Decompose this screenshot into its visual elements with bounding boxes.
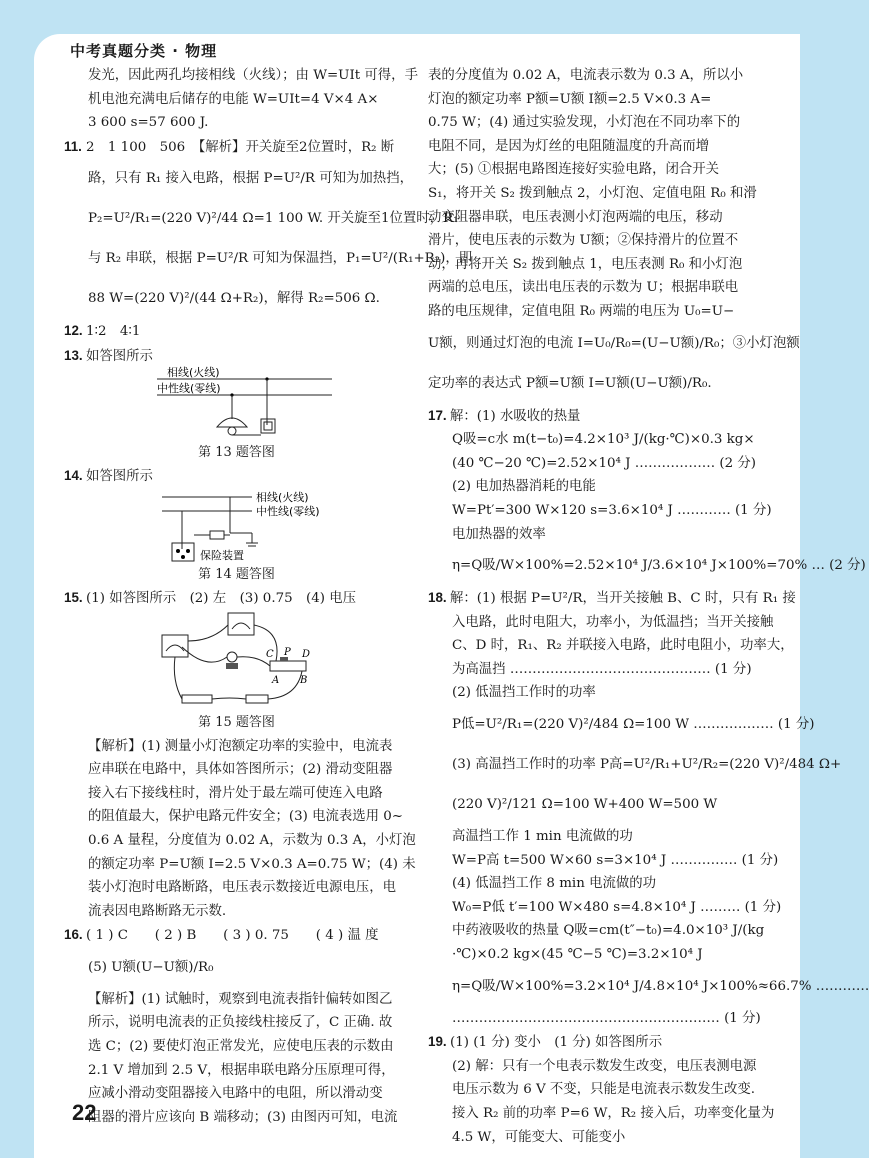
text-line (64, 239, 473, 279)
text-line (428, 135, 780, 159)
line-text: 【解析】(1) 测量小灯泡额定功率的实验中，电流表 (88, 738, 393, 754)
figure-14-caption: 第 14 题答图 (198, 566, 275, 582)
question-number: 12. (64, 323, 83, 339)
line-text: 为高温挡 ……………………………………… (1 分) (452, 661, 752, 677)
line-text: U额，则通过灯泡的电流 I=U₀/R₀=(U−U额)/R₀；③小灯泡额 (428, 335, 800, 351)
text-line (428, 849, 780, 873)
line-text: η=Q吸/W×100%=2.52×10⁴ J/3.6×10⁴ J×100%=70% … (2 分) (452, 558, 866, 574)
line-text: 大；(5) ①根据电路图连接好实验电路，闭合开关 (428, 162, 720, 178)
line-text: W₀=P低 t′=100 W×480 s=4.8×10⁴ J ……… (1 分) (452, 899, 782, 915)
text-line (428, 681, 780, 705)
line-text: 应串联在电路中，具体如答图所示；(2) 滑动变阻器 (88, 762, 393, 778)
line-text: 接入 R₂ 前的功率 P=6 W，R₂ 接入后，功率变化量为 (452, 1106, 775, 1121)
question-number: 15. (64, 590, 83, 606)
line-text: 所示，说明电流表的正负接线柱接反了，C 正确. 故 (88, 1015, 393, 1031)
text-line (428, 111, 780, 135)
text-line (64, 344, 409, 369)
text-line (64, 1082, 409, 1106)
text-line (64, 853, 416, 877)
line-text: (220 V)²/121 Ω=100 W+400 W=500 W (452, 797, 718, 813)
line-text: P低=U²/R₁=(220 V)²/484 Ω=100 W ……………… (1 分) (452, 717, 815, 733)
text-line (428, 206, 780, 230)
line-text: 电加热器的效率 (452, 526, 546, 542)
fig13-neutral-label: 中性线(零线) (156, 381, 221, 395)
fig14-neutral-label: 中性线(零线) (255, 504, 320, 518)
text-line (428, 229, 780, 253)
text-line (428, 428, 780, 452)
text-line (64, 782, 409, 806)
line-text: 阻器的滑片应该向 B 端移动；(3) 由图丙可知，电流 (88, 1109, 398, 1125)
text-line (428, 276, 780, 300)
line-text: 定功率的表达式 P额=U额 I=U额(U−U额)/R₀. (428, 375, 712, 391)
text-line (428, 825, 780, 849)
line-text: 发光，因此两孔均接相线（火线）；由 W=UIt 可得，手 (88, 68, 418, 83)
text-line (64, 923, 409, 948)
running-header: 中考真题分类 · 物理 (70, 42, 218, 60)
line-text: 3 600 s=57 600 J. (88, 115, 209, 131)
text-line (64, 159, 413, 199)
fig14-live-label: 相线(火线) (255, 490, 309, 504)
text-line (64, 319, 409, 344)
text-line (64, 1011, 409, 1035)
text-line: (1) 如答图所示 (2) 左 (3) 0.75 (4) 电压 (86, 591, 357, 607)
line-text: W=P高 t=500 W×60 s=3×10⁴ J …………… (1 分) (452, 852, 779, 868)
line-text: ·℃)×0.2 kg×(45 ℃−5 ℃)=3.2×10⁴ J (452, 947, 703, 963)
line-text: 选 C；(2) 要使灯泡正常发光，应使电压表的示数由 (88, 1039, 394, 1055)
text-line (428, 158, 780, 182)
text-line (428, 1126, 780, 1150)
text-line (64, 948, 409, 988)
line-text: 的阻值最大，保护电路元件安全；(3) 电流表选用 0~ (88, 809, 404, 825)
text-line (428, 364, 780, 404)
text-line (428, 658, 780, 682)
text-line (64, 758, 409, 782)
line-text: 两端的总电压，读出电压表的示数为 U；根据串联电 (428, 280, 739, 296)
text-line (428, 943, 780, 967)
text-line (428, 452, 780, 476)
text-line (428, 705, 815, 745)
text-line (428, 872, 780, 896)
question-number: 16. (64, 927, 83, 943)
line-text: (2) 低温挡工作时的功率 (452, 685, 596, 701)
line-text: (40 ℃−20 ℃)=2.52×10⁴ J ……………… (2 分) (452, 455, 756, 471)
text-line (428, 745, 842, 785)
text-line (428, 182, 780, 206)
line-text: 4.5 W，可能变大、可能变小 (452, 1129, 626, 1145)
text-line (428, 1102, 780, 1126)
text-line (428, 64, 780, 88)
line-text: 解：(1) 根据 P=U²/R，当开关接触 B、C 时，只有 R₁ 接 (450, 591, 796, 607)
text-line (428, 475, 780, 499)
fig14-fuse-label: 保险装置 (199, 548, 244, 562)
right-column (428, 64, 869, 1149)
question-number: 17. (428, 407, 447, 423)
line-text: 应减小滑动变阻器接入电路中的电阻，所以滑动变 (88, 1086, 383, 1102)
text-line (428, 1030, 780, 1055)
line-text: …………………………………………………… (1 分) (452, 1010, 761, 1026)
text-line (428, 253, 780, 277)
text-line (428, 1078, 780, 1102)
question-number: 19. (428, 1034, 447, 1050)
line-text: 电压示数为 6 V 不变，只能是电流表示数发生改变. (452, 1082, 756, 1098)
text-line (64, 279, 409, 319)
line-text: 的额定功率 P=U额 I=2.5 V×0.3 A=0.75 W；(4) 未 (88, 856, 416, 872)
text-line (64, 805, 409, 829)
question-number: 11. (64, 138, 82, 154)
line-text: (1) (1 分) 变小 (1 分) 如答图所示 (450, 1035, 663, 1051)
text-line (64, 988, 409, 1012)
line-text: 中药液吸收的热量 Q吸=cm(t″−t₀)=4.0×10³ J/(kg (452, 923, 765, 939)
text-line: 如答图所示 (86, 469, 153, 485)
line-text: 电阻不同，是因为灯丝的电阻随温度的升高而增 (428, 138, 710, 154)
line-text: (2) 解：只有一个电表示数发生改变，电压表测电源 (452, 1058, 757, 1074)
line-text: 如答图所示 (86, 348, 153, 364)
line-text: 88 W=(220 V)²/(44 Ω+R₂)，解得 R₂=506 Ω. (88, 291, 380, 307)
text-line (64, 876, 409, 900)
text-line (64, 735, 409, 759)
question-number: 14. (64, 468, 83, 484)
line-text: 解：(1) 水吸收的热量 (450, 408, 581, 424)
line-text: W=Pt′=300 W×120 s=3.6×10⁴ J ………… (1 分) (452, 502, 772, 518)
text-line (428, 300, 780, 324)
text-line (428, 586, 796, 611)
line-text: 动，再将开关 S₂ 拨到触点 1，电压表测 R₀ 和小灯泡 (428, 256, 743, 272)
text-line (64, 111, 409, 135)
text-line (64, 829, 416, 853)
figure-13-diagram (137, 365, 337, 441)
question-number: 13. (64, 347, 83, 363)
text-line (428, 634, 794, 658)
line-text: 【解析】(1) 试触时，观察到电流表指针偏转如图乙 (88, 991, 393, 1007)
figure-13-caption: 第 13 题答图 (198, 444, 275, 460)
line-text: 机电池充满电后储存的电能 W=UIt=4 V×4 A× (88, 91, 379, 107)
line-text: 装小灯泡时电路断路，电压表示数接近电源电压，电 (88, 880, 396, 896)
text-line (428, 324, 800, 364)
text-line (428, 404, 780, 429)
line-text: 表的分度值为 0.02 A，电流表示数为 0.3 A，所以小 (428, 68, 744, 83)
line-text: 高温挡工作 1 min 电流做的功 (452, 829, 633, 845)
text-line (428, 785, 780, 825)
text-line (64, 1059, 409, 1083)
figure-15-circuit (152, 611, 322, 711)
fig15-label-b: B (299, 674, 307, 686)
fig15-label-c: C (265, 648, 274, 660)
text-line (428, 88, 780, 112)
text-line (64, 1106, 409, 1130)
text-line (64, 900, 409, 924)
line-text: η=Q吸/W×100%=3.2×10⁴ J/4.8×10⁴ J×100%≈66.7% ………… (452, 978, 869, 994)
line-text: 入电路，此时电阻大，功率小，为低温挡；当开关接触 (452, 614, 774, 630)
page-number: 22 (72, 1100, 97, 1125)
text-line (64, 135, 409, 160)
line-text: 路的电压规律，定值电阻 R₀ 两端的电压为 U₀=U− (428, 303, 735, 319)
text-line (64, 199, 459, 239)
fig13-live-label: 相线(火线) (166, 365, 220, 379)
line-text: 0.6 A 量程，分度值为 0.02 A，示数为 0.3 A，小灯泡 (88, 832, 416, 848)
text-line (428, 523, 780, 547)
text-line (64, 64, 418, 88)
line-text: (3) 高温挡工作时的功率 P高=U²/R₁+U²/R₂=(220 V)²/484 Ω+ (452, 757, 842, 773)
text-line (428, 967, 869, 1007)
text-line (428, 611, 780, 635)
figure-14-diagram (122, 489, 352, 563)
line-text: Q吸=c水 m(t−t₀)=4.2×10³ J/(kg·℃)×0.3 kg× (452, 432, 755, 448)
question-number: 18. (428, 590, 447, 606)
text-line (428, 499, 780, 523)
line-text: 流表因电路断路无示数. (88, 903, 227, 919)
line-text: 0.75 W；(4) 通过实验发现，小灯泡在不同功率下的 (428, 115, 741, 131)
fig15-label-d: D (301, 648, 310, 660)
line-text: 接入右下接线柱时，滑片处于最左端可使连入电路 (88, 785, 383, 801)
line-text: S₁，将开关 S₂ 拨到触点 2，小灯泡、定值电阻 R₀ 和滑 (428, 185, 757, 201)
fig15-label-p: P (283, 646, 291, 658)
line-text: (2) 电加热器消耗的电能 (452, 479, 596, 495)
text-line (428, 546, 866, 586)
line-text: ( 1 ) C ( 2 ) B ( 3 ) 0. 75 ( 4 ) 温 度 (86, 928, 379, 944)
line-text: 与 R₂ 串联，根据 P=U²/R 可知为保温挡，P₁=U²/(R₁+R₂)，即 (88, 251, 473, 267)
fig15-label-a: A (271, 674, 279, 686)
line-text: 动变阻器串联，电压表测小灯泡两端的电压，移动 (428, 209, 723, 225)
line-text: C、D 时，R₁、R₂ 并联接入电路，此时电阻小，功率大， (452, 638, 794, 654)
text-line (428, 896, 780, 920)
text-line (428, 1055, 780, 1079)
text-line (428, 919, 780, 943)
line-text: 路，只有 R₁ 接入电路，根据 P=U²/R 可知为加热挡， (88, 171, 413, 187)
line-text: 灯泡的额定功率 P额=U额 I额=2.5 V×0.3 A= (428, 91, 712, 107)
text-line (64, 88, 409, 112)
line-text: 2.1 V 增加到 2.5 V，根据串联电路分压原理可得， (88, 1062, 395, 1078)
line-text: 滑片，使电压表的示数为 U额；②保持滑片的位置不 (428, 233, 739, 249)
line-text: 2 1 100 506 【解析】开关旋至2位置时，R₂ 断 (86, 139, 395, 155)
figure-15-caption: 第 15 题答图 (198, 714, 275, 730)
text-line (64, 1035, 409, 1059)
line-text: P₂=U²/R₁=(220 V)²/44 Ω=1 100 W. 开关旋至1位置时，R₁ (88, 211, 459, 227)
text-line (428, 1007, 780, 1031)
line-text: 1∶2 4∶1 (86, 324, 141, 340)
line-text: (4) 低温挡工作 8 min 电流做的功 (452, 876, 657, 892)
line-text: (5) U额(U−U额)/R₀ (88, 959, 214, 975)
